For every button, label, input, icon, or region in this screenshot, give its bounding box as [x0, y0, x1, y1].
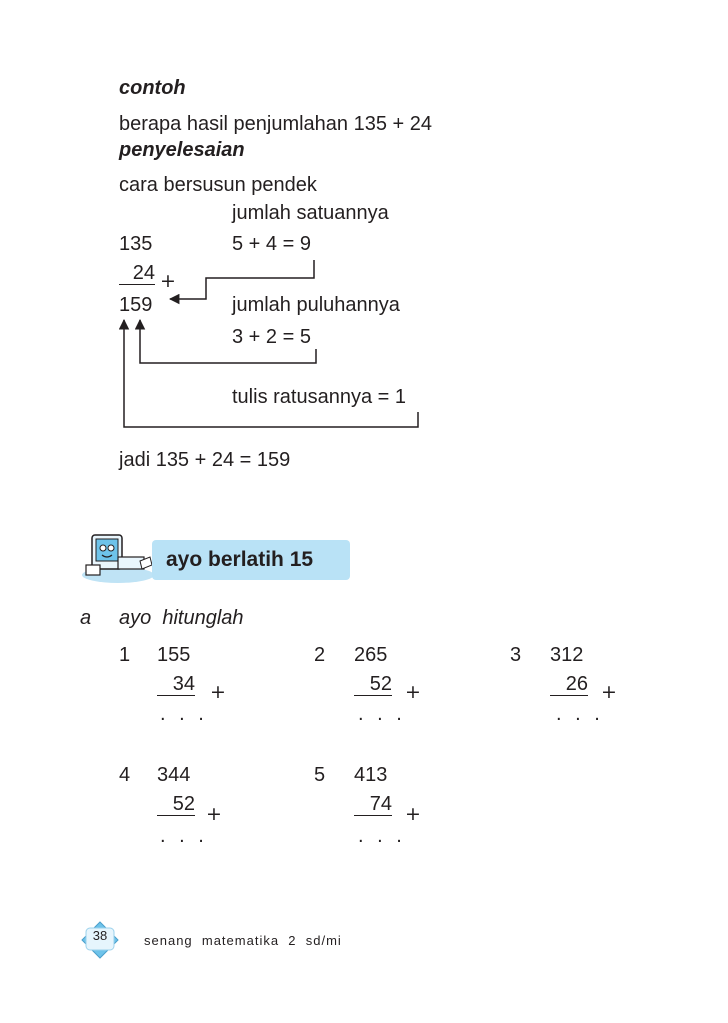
- answer-blank: . . .: [160, 825, 208, 847]
- problem-top-number: 344: [157, 764, 191, 786]
- section-letter: a: [80, 607, 92, 629]
- solution-heading: penyelesaian: [119, 139, 245, 161]
- exercise-banner-title: ayo berlatih 15: [166, 548, 314, 571]
- problem-top-number: 312: [550, 644, 584, 666]
- units-arrow: [170, 260, 314, 299]
- plus-sign: +: [206, 803, 222, 825]
- problem-number: 5: [314, 764, 326, 786]
- number-24: 24: [119, 262, 155, 285]
- laptop-mascot-icon: [78, 527, 160, 585]
- answer-blank: . . .: [358, 825, 406, 847]
- problem-top-number: 155: [157, 644, 191, 666]
- plus-sign: +: [210, 681, 226, 703]
- problem-number: 2: [314, 644, 326, 666]
- plus-sign: +: [405, 681, 421, 703]
- hundreds-label: tulis ratusannya = 1: [232, 386, 406, 408]
- conclusion-text: jadi 135 + 24 = 159: [119, 449, 291, 471]
- problem-bottom-number: 34: [157, 673, 195, 696]
- answer-blank: . . .: [358, 703, 406, 725]
- problem-number: 3: [510, 644, 522, 666]
- problem-bottom-number: 26: [550, 673, 588, 696]
- answer-blank: . . .: [556, 703, 604, 725]
- page-number: 38: [92, 928, 108, 943]
- problem-number: 4: [119, 764, 131, 786]
- book-title: senang matematika 2 sd/mi: [144, 933, 342, 948]
- tens-label: jumlah puluhannya: [232, 294, 400, 316]
- example-question: berapa hasil penjumlahan 135 + 24: [119, 113, 433, 135]
- problem-number: 1: [119, 644, 131, 666]
- tens-calculation: 3 + 2 = 5: [232, 326, 311, 348]
- problem-bottom-number: 74: [354, 793, 392, 816]
- plus-sign: +: [405, 803, 421, 825]
- units-label: jumlah satuannya: [232, 202, 389, 224]
- hundreds-arrow: [124, 320, 418, 427]
- plus-sign: +: [601, 681, 617, 703]
- problem-top-number: 265: [354, 644, 388, 666]
- result-159: 159: [119, 294, 153, 316]
- problem-bottom-number: 52: [354, 673, 392, 696]
- problem-bottom-number: 52: [157, 793, 195, 816]
- example-heading: contoh: [119, 77, 186, 99]
- method-text: cara bersusun pendek: [119, 174, 317, 196]
- exercise-banner: [152, 540, 350, 580]
- tens-arrow: [140, 320, 316, 363]
- number-135: 135: [119, 233, 153, 255]
- section-title: ayo hitunglah: [119, 607, 244, 629]
- units-calculation: 5 + 4 = 9: [232, 233, 311, 255]
- plus-sign: +: [160, 270, 176, 292]
- problem-top-number: 413: [354, 764, 388, 786]
- answer-blank: . . .: [160, 703, 208, 725]
